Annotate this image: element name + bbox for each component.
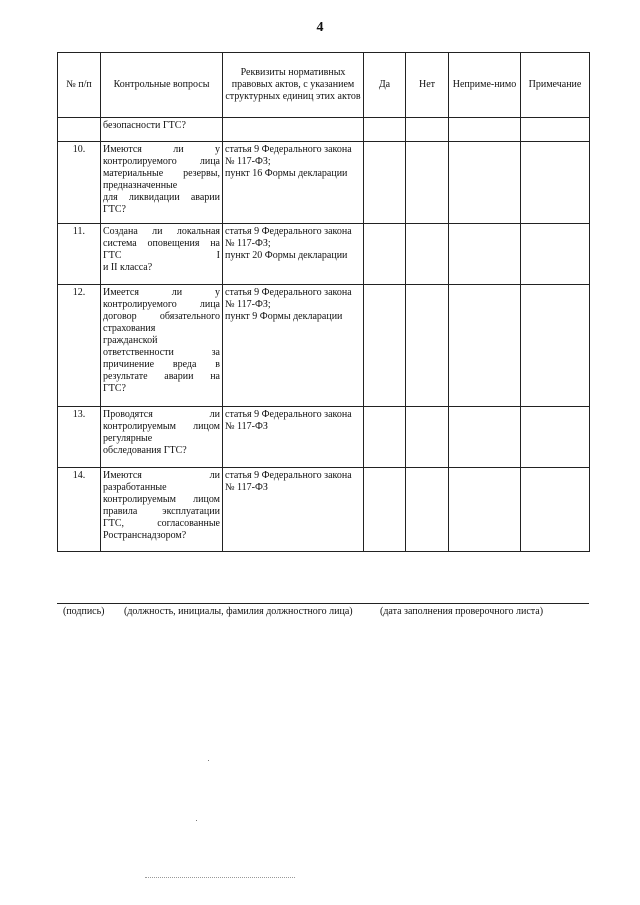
header-yes: Да [364, 53, 406, 118]
header-requisites: Реквизиты нормативных правовых актов, с указанием структурных единиц этих актов [223, 53, 364, 118]
question-line: правила эксплуатации [103, 506, 220, 517]
question-text [101, 468, 223, 552]
table-row-continuation [58, 118, 590, 142]
question-line: Создана ли локальная [103, 226, 220, 237]
requisites-line: пункт 9 Формы декларации [225, 311, 343, 322]
table-header-row [58, 53, 590, 118]
scan-speck [196, 820, 197, 821]
requisites-text [223, 285, 364, 407]
question-line: договор обязательного [103, 311, 220, 322]
yes-cell[interactable] [364, 407, 406, 468]
question-line: Имеются ли [103, 470, 220, 481]
na-cell[interactable] [449, 468, 521, 552]
no-cell[interactable] [406, 118, 449, 142]
requisites-line: статья 9 Федерального закона [225, 409, 352, 420]
signature-label: (подпись) [63, 606, 105, 617]
question-text [101, 142, 223, 224]
requisites-line: № 117-ФЗ; [225, 156, 271, 167]
requisites-line: статья 9 Федерального закона [225, 144, 352, 155]
requisites-line: № 117-ФЗ; [225, 299, 271, 310]
na-cell[interactable] [449, 142, 521, 224]
header-num: № п/п [58, 53, 101, 118]
continuation-num [58, 118, 101, 142]
question-line: контролируемым лицом [103, 421, 220, 432]
yes-cell[interactable] [364, 285, 406, 407]
requisites-line: № 117-ФЗ; [225, 238, 271, 249]
row-number: 10. [58, 142, 101, 224]
scan-speck [208, 760, 209, 761]
requisites-line: № 117-ФЗ [225, 482, 268, 493]
note-cell[interactable] [521, 407, 590, 468]
no-cell[interactable] [406, 285, 449, 407]
scan-edge-line [145, 877, 295, 878]
yes-cell[interactable] [364, 468, 406, 552]
question-text [101, 407, 223, 468]
question-line: материальные резервы, [103, 168, 220, 179]
table-row [58, 142, 590, 224]
question-line: контролируемого лица [103, 299, 220, 310]
table-row [58, 285, 590, 407]
question-line: ГТС? [103, 383, 126, 394]
question-line: разработанные [103, 482, 167, 493]
question-line: результате аварии на [103, 371, 220, 382]
question-text [101, 285, 223, 407]
na-cell[interactable] [449, 118, 521, 142]
row-number: 14. [58, 468, 101, 552]
question-line: страхования [103, 323, 156, 334]
requisites-text [223, 224, 364, 285]
question-line: ответственности за [103, 347, 220, 358]
continuation-requisites [223, 118, 364, 142]
question-line: ГТС I [103, 250, 220, 261]
header-no: Нет [406, 53, 449, 118]
yes-cell[interactable] [364, 224, 406, 285]
note-cell[interactable] [521, 142, 590, 224]
date-label: (дата заполнения проверочного листа) [380, 606, 544, 617]
requisites-line: статья 9 Федерального закона [225, 226, 352, 237]
header-note: Примечание [521, 53, 590, 118]
question-line: Проводятся ли [103, 409, 220, 420]
no-cell[interactable] [406, 407, 449, 468]
requisites-line: № 117-ФЗ [225, 421, 268, 432]
signature-rule [57, 603, 589, 604]
header-question: Контрольные вопросы [101, 53, 223, 118]
note-cell[interactable] [521, 118, 590, 142]
requisites-line: пункт 20 Формы декларации [225, 250, 348, 261]
requisites-text [223, 407, 364, 468]
question-line: регулярные [103, 433, 153, 444]
question-line: контролируемого лица [103, 156, 220, 167]
row-number: 11. [58, 224, 101, 285]
question-line: и II класса? [103, 262, 153, 273]
page-number: 4 [316, 20, 324, 35]
question-line: Имеются ли у [103, 144, 220, 155]
question-line: причинение вреда в [103, 359, 220, 370]
table-row [58, 224, 590, 285]
requisites-text [223, 468, 364, 552]
no-cell[interactable] [406, 224, 449, 285]
table-row [58, 468, 590, 552]
yes-cell[interactable] [364, 142, 406, 224]
question-line: система оповещения на [103, 238, 220, 249]
question-line: предназначенные [103, 180, 178, 191]
question-line: Ространснадзором? [103, 530, 187, 541]
note-cell[interactable] [521, 285, 590, 407]
na-cell[interactable] [449, 407, 521, 468]
no-cell[interactable] [406, 142, 449, 224]
na-cell[interactable] [449, 224, 521, 285]
requisites-text [223, 142, 364, 224]
question-line: для ликвидации аварии [103, 192, 220, 203]
question-text [101, 224, 223, 285]
row-number: 13. [58, 407, 101, 468]
question-line: ГТС? [103, 204, 126, 215]
official-label: (должность, инициалы, фамилия должностного лица) [124, 606, 353, 617]
requisites-line: статья 9 Федерального закона [225, 470, 352, 481]
row-number: 12. [58, 285, 101, 407]
checklist-table [57, 52, 590, 552]
question-line: Имеется ли у [103, 287, 220, 298]
requisites-line: статья 9 Федерального закона [225, 287, 352, 298]
question-line: гражданской [103, 335, 158, 346]
yes-cell[interactable] [364, 118, 406, 142]
continuation-question: безопасности ГТС? [101, 118, 223, 142]
requisites-line: пункт 16 Формы декларации [225, 168, 348, 179]
table-row [58, 407, 590, 468]
note-cell[interactable] [521, 224, 590, 285]
question-line: обследования ГТС? [103, 445, 187, 456]
question-line: контролируемым лицом [103, 494, 220, 505]
no-cell[interactable] [406, 468, 449, 552]
header-na: Неприме-нимо [449, 53, 521, 118]
na-cell[interactable] [449, 285, 521, 407]
note-cell[interactable] [521, 468, 590, 552]
question-line: ГТС, согласованные [103, 518, 220, 529]
